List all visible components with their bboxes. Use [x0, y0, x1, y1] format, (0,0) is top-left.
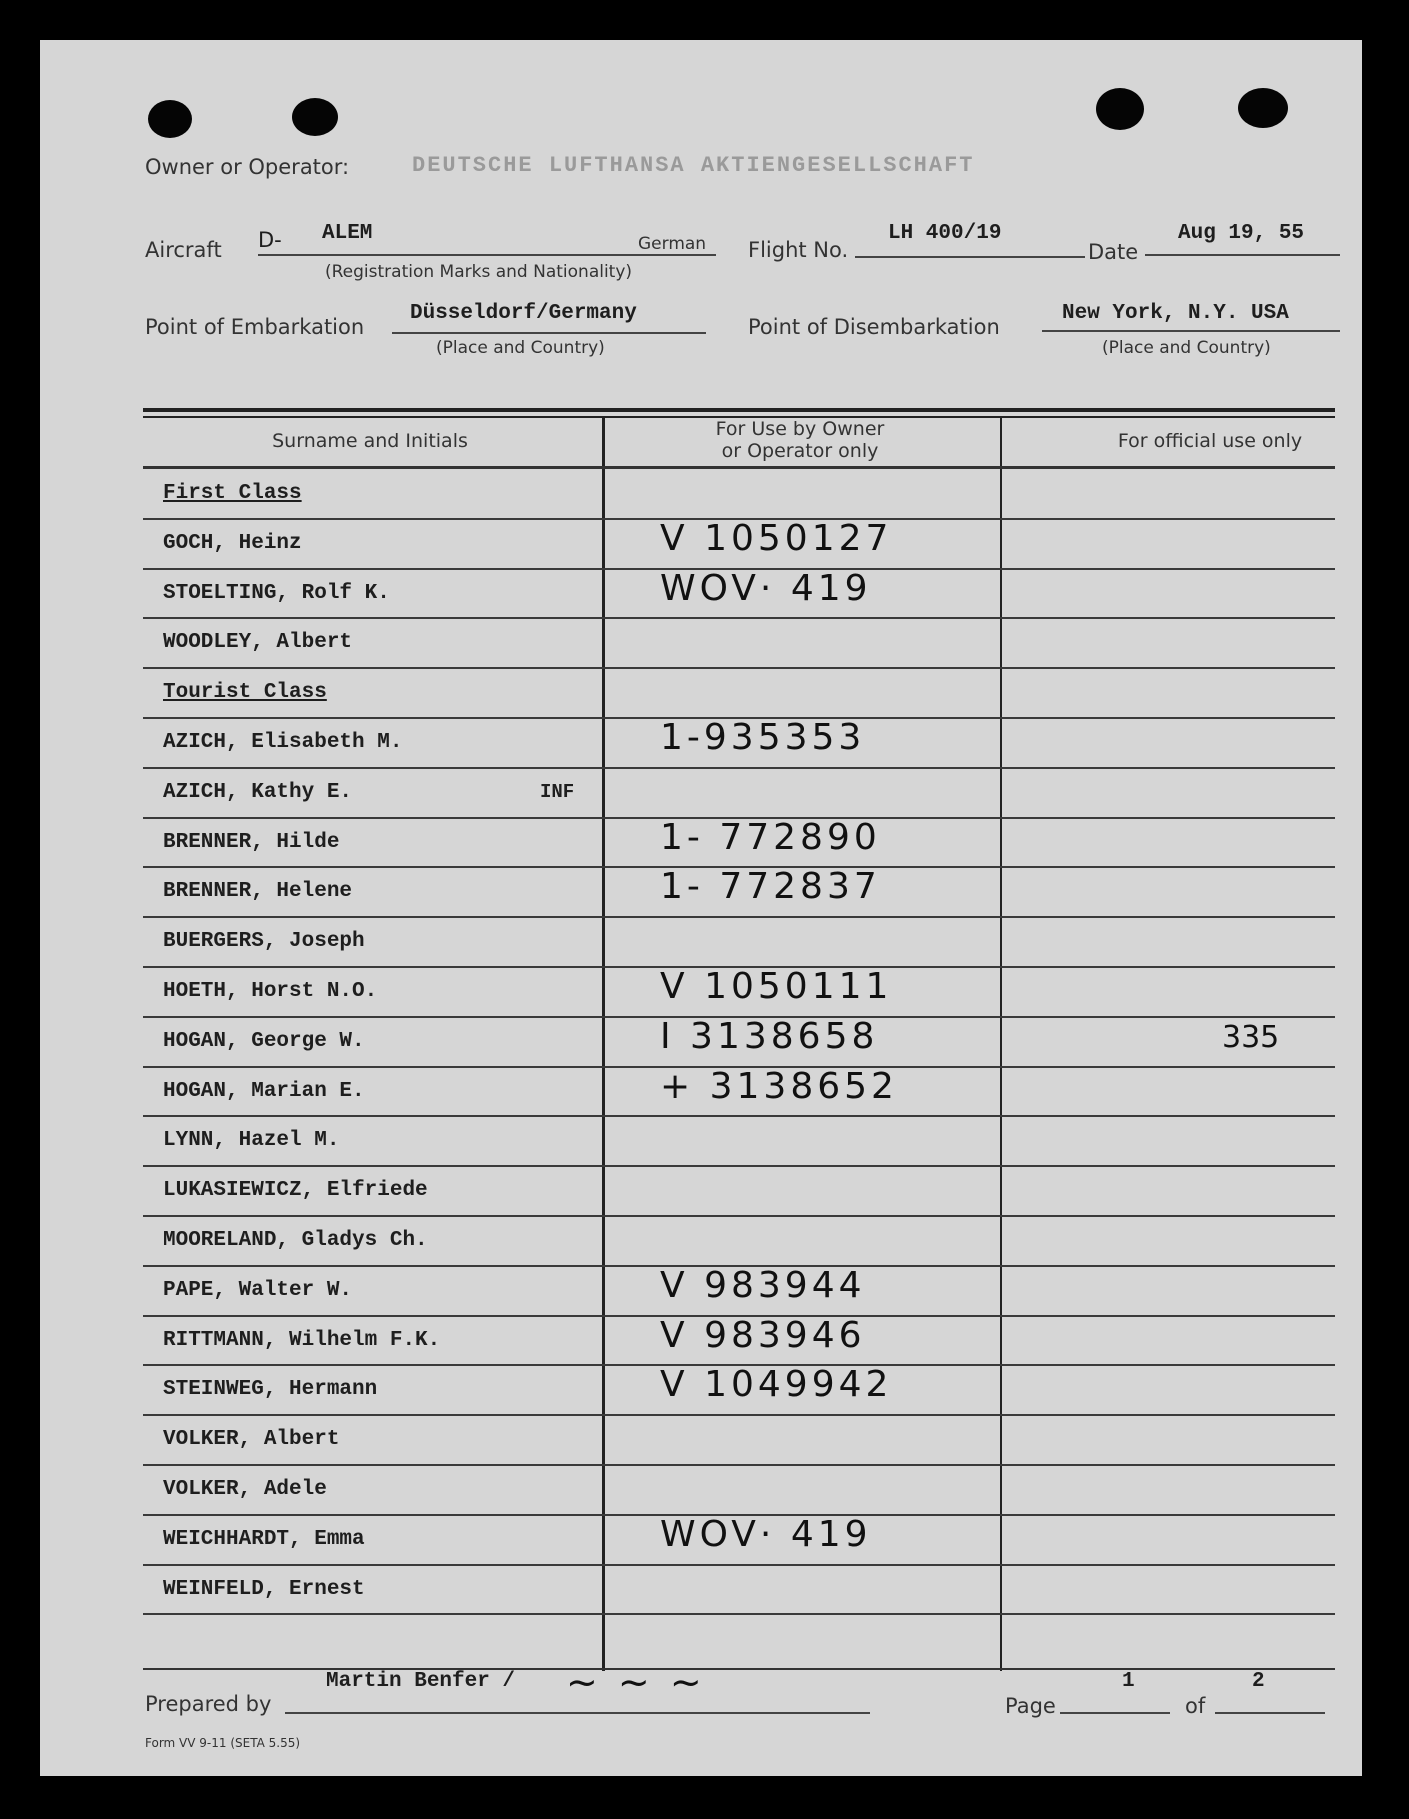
- column-divider-1: [602, 416, 605, 1671]
- passenger-name: BRENNER, Hilde: [163, 830, 340, 854]
- aircraft-nationality: German: [638, 234, 707, 254]
- passenger-name: MOORELAND, Gladys Ch.: [163, 1229, 428, 1252]
- row-rule: [143, 1115, 1335, 1117]
- punch-hole-left-2: [292, 98, 338, 136]
- row-rule: [143, 1613, 1335, 1615]
- aircraft-underline: [258, 254, 716, 256]
- embarkation-underline: [392, 332, 706, 334]
- col-header-owner-line1: For Use by Owner: [715, 418, 885, 440]
- col-header-official: For official use only: [1117, 430, 1303, 452]
- passenger-name: AZICH, Kathy E.: [163, 780, 353, 804]
- of-label: of: [1185, 1694, 1206, 1718]
- passenger-name: LUKASIEWICZ, Elfriede: [163, 1179, 428, 1203]
- flight-value: LH 400/19: [888, 222, 1002, 245]
- passenger-name: VOLKER, Albert: [163, 1428, 340, 1452]
- passenger-name: HOGAN, Marian E.: [163, 1079, 365, 1103]
- row-rule: [143, 1215, 1335, 1217]
- owner-reference-handwritten: 1- 772890: [660, 816, 881, 858]
- embarkation-label: Point of Embarkation: [145, 315, 365, 339]
- row-rule: [143, 1165, 1335, 1167]
- owner-reference-handwritten: WOV· 419: [660, 1513, 872, 1555]
- owner-label: Owner or Operator:: [145, 155, 350, 179]
- row-rule: [143, 617, 1335, 619]
- prepared-value: Martin Benfer /: [326, 1670, 516, 1693]
- punch-hole-right-2: [1238, 88, 1288, 128]
- prepared-underline: [285, 1712, 870, 1714]
- section-heading: Tourist Class: [163, 681, 327, 705]
- embarkation-caption: (Place and Country): [436, 338, 605, 358]
- owner-reference-handwritten: 1- 772837: [660, 866, 881, 908]
- passenger-name: WEICHHARDT, Emma: [163, 1527, 365, 1551]
- passenger-name: STEINWEG, Hermann: [163, 1378, 378, 1402]
- flight-label: Flight No.: [748, 238, 849, 262]
- passenger-name: HOGAN, George W.: [163, 1029, 365, 1053]
- row-rule: [143, 667, 1335, 669]
- row-rule: [143, 1414, 1335, 1416]
- owner-reference-handwritten: + 3138652: [660, 1065, 898, 1107]
- owner-reference-handwritten: V 983946: [660, 1314, 866, 1356]
- registration-caption: (Registration Marks and Nationality): [325, 262, 633, 282]
- page-underline: [1060, 1712, 1170, 1714]
- passenger-name: BUERGERS, Joseph: [163, 930, 365, 954]
- table-top-rule: [143, 408, 1335, 412]
- passenger-name: BRENNER, Helene: [163, 880, 353, 904]
- passenger-name: WOODLEY, Albert: [163, 631, 353, 655]
- passenger-name: HOETH, Horst N.O.: [163, 980, 378, 1003]
- official-use-value: 335: [1222, 1019, 1280, 1055]
- owner-value: DEUTSCHE LUFTHANSA AKTIENGESELLSCHAFT: [412, 153, 975, 178]
- row-rule: [143, 767, 1335, 769]
- embarkation-value: Düsseldorf/Germany: [410, 302, 637, 325]
- punch-hole-left-1: [148, 100, 192, 138]
- disembarkation-label: Point of Disembarkation: [748, 315, 1000, 339]
- passenger-name: PAPE, Walter W.: [163, 1278, 353, 1302]
- of-underline: [1215, 1712, 1325, 1714]
- passenger-name: VOLKER, Adele: [163, 1478, 327, 1501]
- date-underline: [1145, 254, 1340, 256]
- signature: ~ ~ ~: [566, 1660, 706, 1704]
- col-header-owner-line2: or Operator only: [721, 440, 879, 462]
- owner-reference-handwritten: V 1050127: [660, 517, 893, 559]
- passenger-note: INF: [540, 780, 575, 803]
- row-rule: [143, 1464, 1335, 1466]
- passenger-name: LYNN, Hazel M.: [163, 1129, 340, 1153]
- owner-reference-handwritten: V 983944: [660, 1264, 866, 1306]
- page-label: Page: [1005, 1694, 1056, 1718]
- passenger-name: AZICH, Elisabeth M.: [163, 731, 403, 754]
- column-divider-2: [1000, 416, 1002, 1671]
- page-value: 1: [1122, 1670, 1135, 1693]
- owner-reference-handwritten: WOV· 419: [660, 567, 872, 609]
- owner-reference-handwritten: V 1049942: [660, 1364, 893, 1406]
- col-header-surname: Surname and Initials: [272, 430, 468, 452]
- disembarkation-value: New York, N.Y. USA: [1062, 302, 1289, 325]
- section-heading: First Class: [163, 482, 302, 505]
- row-rule: [143, 1564, 1335, 1566]
- passenger-name: RITTMANN, Wilhelm F.K.: [163, 1328, 441, 1352]
- punch-hole-right-1: [1096, 88, 1144, 130]
- aircraft-prefix: D-: [258, 228, 282, 252]
- aircraft-value: ALEM: [322, 222, 373, 245]
- date-value: Aug 19, 55: [1178, 222, 1305, 245]
- passenger-name: GOCH, Heinz: [163, 531, 302, 555]
- owner-reference-handwritten: I 3138658: [660, 1015, 879, 1057]
- flight-underline: [855, 256, 1085, 258]
- owner-reference-handwritten: V 1050111: [660, 966, 893, 1007]
- owner-reference-handwritten: 1-935353: [660, 717, 866, 758]
- row-rule: [143, 916, 1335, 918]
- footer-rule: [143, 1668, 1335, 1670]
- of-value: 2: [1252, 1670, 1265, 1693]
- disembarkation-underline: [1042, 330, 1340, 332]
- header-bottom-rule: [143, 466, 1335, 469]
- disembarkation-caption: (Place and Country): [1102, 338, 1271, 358]
- date-label: Date: [1088, 240, 1139, 264]
- form-code: Form VV 9-11 (SETA 5.55): [145, 1736, 301, 1750]
- aircraft-label: Aircraft: [145, 238, 222, 262]
- prepared-label: Prepared by: [145, 1692, 272, 1716]
- passenger-name: WEINFELD, Ernest: [163, 1577, 365, 1601]
- passenger-name: STOELTING, Rolf K.: [163, 581, 390, 605]
